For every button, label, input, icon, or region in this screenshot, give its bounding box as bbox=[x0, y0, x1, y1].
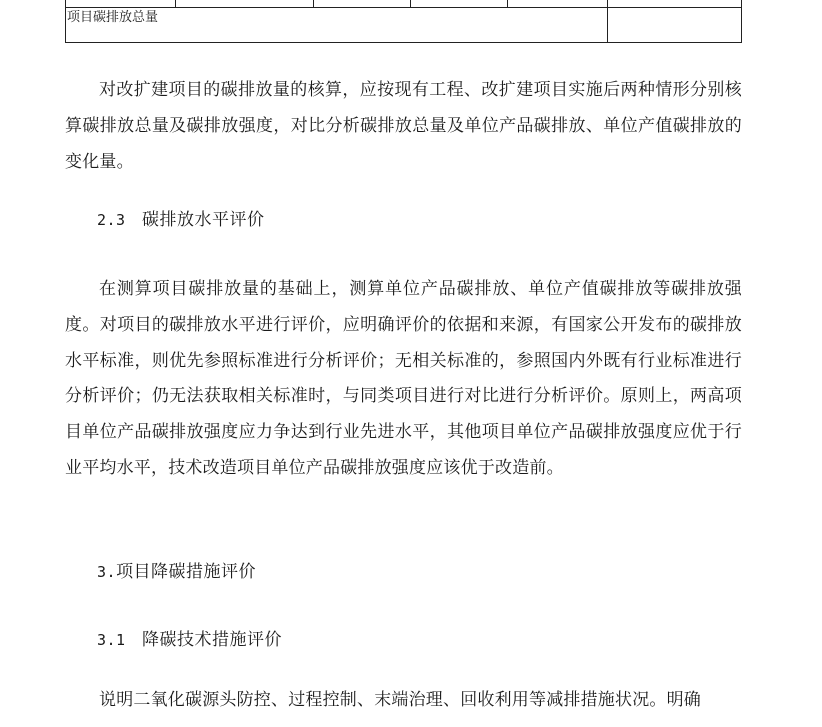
section-number: 3. bbox=[97, 563, 117, 581]
table-cell bbox=[176, 0, 314, 8]
table-cell bbox=[608, 0, 742, 8]
paragraph-expansion-accounting: 对改扩建项目的碳排放量的核算，应按现有工程、改扩建项目实施后两种情形分别核算碳排放总量及碳排放强度，对比分析碳排放总量及单位产品碳排放、单位产值碳排放的变化量。 bbox=[65, 80, 742, 172]
table-cell bbox=[508, 0, 608, 8]
section-title: 降碳技术措施评价 bbox=[142, 630, 282, 650]
table-row bbox=[66, 0, 742, 8]
table-cell bbox=[66, 0, 176, 8]
total-emissions-label: 项目碳排放总量 bbox=[66, 8, 608, 43]
section-heading-2-3 bbox=[97, 208, 265, 232]
section-title: 碳排放水平评价 bbox=[142, 210, 265, 230]
table-row-total bbox=[66, 8, 742, 43]
section-title: 项目降碳措施评价 bbox=[116, 562, 257, 582]
total-emissions-value bbox=[608, 8, 742, 43]
section-number: 2.3 bbox=[97, 211, 126, 229]
section-heading-3-1 bbox=[97, 628, 282, 652]
table-cell bbox=[314, 0, 411, 8]
emissions-table bbox=[65, 0, 742, 43]
section-number: 3.1 bbox=[97, 631, 126, 649]
paragraph-emission-level: 在测算项目碳排放量的基础上，测算单位产品碳排放、单位产值碳排放等碳排放强度。对项目的碳排放水平进行评价，应明确评价的依据和来源，有国家公开发布的碳排放水平标准，则优先参照标准进行分析评价；无相关标准的，参照国内外既有行业标准进行分析评价；仍无法获取相关标准时，与同类项目进行对比进行分析评价。原则上，两高项目单位产品碳排放强度应力争达到行业先进水平，其他项目单位产品碳排放强度应优于行业平均水平，技术改造项目单位产品碳排放强度应该优于改造前。 bbox=[65, 279, 742, 478]
table-cell bbox=[411, 0, 508, 8]
paragraph-reduction-measures: 说明二氧化碳源头防控、过程控制、末端治理、回收利用等减排措施状况。明确 bbox=[99, 690, 701, 710]
section-heading-3 bbox=[97, 560, 256, 584]
